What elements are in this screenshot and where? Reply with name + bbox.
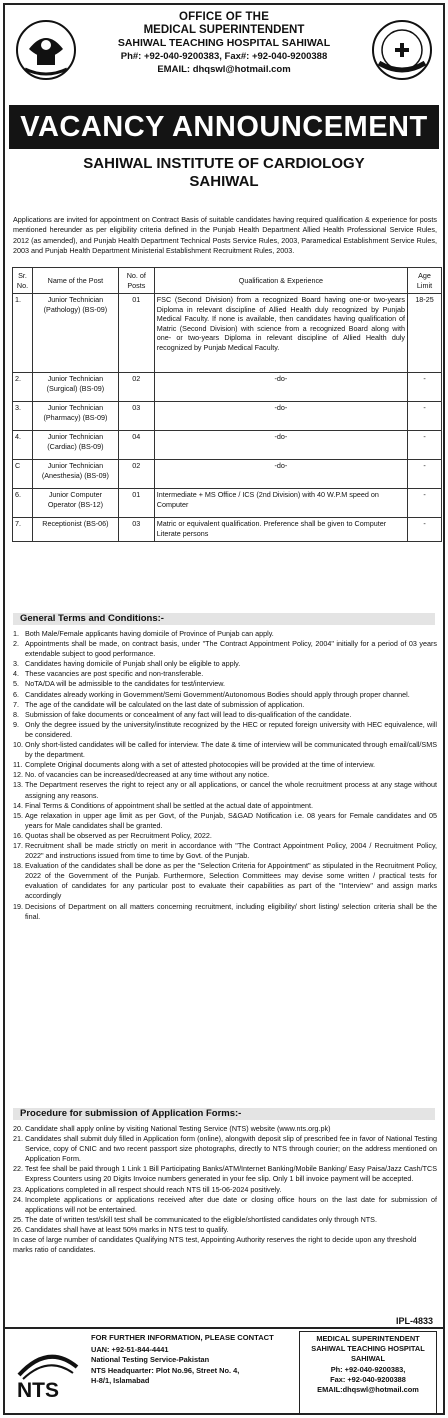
- ipl-number: IPL-4833: [395, 1316, 433, 1326]
- sr-cell: C: [13, 460, 33, 489]
- sr-cell: 4.: [13, 431, 33, 460]
- col-header: Name of the Post: [32, 268, 118, 294]
- col-header: Qualification & Experience: [154, 268, 407, 294]
- qualification-cell: -do-: [154, 431, 407, 460]
- table-row: [13, 460, 442, 489]
- sr-cell: 1.: [13, 294, 33, 373]
- post-cell: Junior Technician (Anesthesia) (BS-09): [32, 460, 118, 489]
- age-cell: -: [408, 402, 442, 431]
- list-item: 10. Only short-listed candidates will be called for interview. The date & time of interview will be communicated through email/call/SMS by the department.: [13, 740, 437, 760]
- list-item: 26. Candidates shall have at least 50% marks in NTS test to qualify.: [13, 1224, 229, 1234]
- nts-logo-icon: [13, 1345, 83, 1405]
- institute-name: [5, 155, 443, 191]
- list-item: 20. Candidate shall apply online by visiting National Testing Service (NTS) website (www.nts.org.pk): [13, 1124, 331, 1133]
- nts-address-line-2: H-8/1, Islamabad: [91, 1376, 150, 1386]
- vacancy-banner: VACANCY ANNOUNCEMENT: [9, 105, 439, 149]
- table-row: [13, 518, 442, 542]
- office-title: MEDICAL SUPERINTENDENT: [143, 24, 305, 36]
- office-line: OFFICE OF THE: [178, 11, 270, 23]
- age-cell: -: [408, 431, 442, 460]
- intro-paragraph: Applications are invited for appointment on Contract Basis of suitable candidates having required qualification & experience for posts mentioned hereunder as per eligibility criteria defined in the Punjab Health Department Allied Health Professional Service Rules, 2012 (as amended), and Punjab Health Department Technical Posts Service Rules, 2003, Paramedical Establishment Service Rules, 2003 and Punjab Health Department Ministerial Establishment Recruitment Rules, 2003.: [13, 215, 437, 255]
- list-item: 3. Candidates having domicile of Punjab shall only be eligible to apply.: [13, 659, 241, 669]
- institute-line-1: SAHIWAL INSTITUTE OF CARDIOLOGY: [83, 155, 365, 172]
- list-item: 19. Decisions of Department on all matters concerning recruitment, including eligibility/ short listing/ selection criteria shall be the final.: [13, 901, 437, 921]
- ms-hospital: SAHIWAL TEACHING HOSPITAL: [311, 1344, 425, 1354]
- list-item: 15. Age relaxation in upper age limit as per Govt, of the Punjab, S&GAD Notification i.e. 08 years for Female candidates and 05 years for Male candidates shall be granted.: [13, 810, 437, 830]
- table-row: [13, 402, 442, 431]
- contact-title: FOR FURTHER INFORMATION, PLEASE CONTACT: [91, 1333, 274, 1342]
- list-item: 9. Only the degree issued by the university/institute recognized by the HEC or reputed foreign university with HEC equivalence, will be considered.: [13, 719, 437, 739]
- ms-city: SAHIWAL: [350, 1354, 386, 1364]
- list-item: 22. Test fee shall be paid through 1 Link 1 Bill Participating Banks/ATM/Internet Banking/Mobile Banking/ Easy Paisa/Jazz Cash/TCS Express Counters using 20 Digits Invoice numbers generated in your fee slip. Only 1 bill invoice payment will be accepted.: [13, 1164, 437, 1184]
- table-row: [13, 373, 442, 402]
- age-cell: -: [408, 518, 442, 542]
- list-item: 13. The Department reserves the right to reject any or all applications, or cancel the whole recruitment process at any stage without assigning any reasons.: [13, 780, 437, 800]
- list-item: 16. Quotas shall be observed as per Recruitment Policy, 2022.: [13, 830, 212, 840]
- list-item: 21. Candidates shall submit duly filled in Application form (online), alongwith deposit slip of prescribed fee in favor of National Testing Service, copy of CNIC and two recent passport size photographs, directly to NTS through courier; on the address mentioned on Application Form.: [13, 1134, 437, 1164]
- posts-cell: 03: [118, 518, 154, 542]
- post-cell: Receptionist (BS-06): [32, 518, 118, 542]
- list-item: 17. Recruitment shall be made strictly on merit in accordance with "The Contract Appointment Policy, 2004 / Recruitment Policy, 2022" and instructions issued from time to time by Govt. of the Punjab.: [13, 840, 437, 861]
- nts-logo-text: NTS: [17, 1379, 59, 1402]
- posts-cell: 03: [118, 402, 154, 431]
- post-cell: Junior Technician (Cardiac) (BS-09): [32, 431, 118, 460]
- list-item: 14. Final Terms & Conditions of appointment shall be settled at the actual date of appointment.: [13, 800, 313, 810]
- post-cell: Junior Technician (Pharmacy) (BS-09): [32, 402, 118, 431]
- nts-org-name: National Testing Service-Pakistan: [91, 1355, 210, 1365]
- uan-number: UAN: +92-51-844-4441: [91, 1344, 169, 1354]
- qualification-cell: -do-: [154, 460, 407, 489]
- advertisement-page: [3, 3, 445, 1415]
- qualification-cell: -do-: [154, 373, 407, 402]
- list-item: 24. Incomplete applications or applications received after due date or closing office hours on the last date for submission of applications will not be entertained.: [13, 1194, 437, 1214]
- age-cell: 18-25: [408, 294, 442, 373]
- age-cell: -: [408, 460, 442, 489]
- list-item: 12. No. of vacancies can be increased/decreased at any time without any notice.: [13, 770, 270, 780]
- list-item: 23. Applications completed in all respect should reach NTS till 15-06-2024 positively.: [13, 1184, 282, 1194]
- qualification-cell: -do-: [154, 402, 407, 431]
- ms-fax: Fax: +92-040-9200388: [330, 1374, 406, 1384]
- punjab-government-logo-icon: [15, 19, 77, 81]
- table-row: [13, 489, 442, 518]
- col-header: No. of Posts: [118, 268, 154, 294]
- list-item: 8. Submission of fake documents or concealment of any fact will lead to dis-qualification of the candidate.: [13, 709, 352, 719]
- posts-cell: 04: [118, 431, 154, 460]
- list-item: 7. The age of the candidate will be calculated on the last date of submission of application.: [13, 699, 305, 709]
- post-cell: Junior Technician (Surgical) (BS-09): [32, 373, 118, 402]
- qualification-cell: Intermediate + MS Office / ICS (2nd Division) with 40 W.P.M speed on Computer: [154, 489, 407, 518]
- hospital-seal-icon: [371, 19, 433, 81]
- sr-cell: 7.: [13, 518, 33, 542]
- table-row: [13, 294, 442, 373]
- list-item: 5. NoTA/DA will be admissible to the candidates for test/interview.: [13, 679, 226, 689]
- procedure-note: In case of large number of candidates Qualifying NTS test, Appointing Authority reserves the right to decide upon any threshold marks ratio of candidates.: [13, 1235, 417, 1255]
- hospital-name: SAHIWAL TEACHING HOSPITAL SAHIWAL: [117, 37, 331, 49]
- table-row: [13, 431, 442, 460]
- list-item: 11. Complete Original documents along with a set of attested photocopies will be provided at the time of interview.: [13, 760, 375, 770]
- table-header-row: [13, 268, 442, 294]
- post-cell: Junior Technician (Pathology) (BS-09): [32, 294, 118, 373]
- list-item: 2. Appointments shall be made, on contract basis, under "The Contract Appointment Policy, 2004" initially for a period of 03 years extendable subject to good performance.: [13, 639, 437, 659]
- nts-contact: [91, 1333, 301, 1387]
- procedure-list: [13, 1124, 437, 1255]
- age-cell: -: [408, 373, 442, 402]
- nts-address-line-1: NTS Headquarter: Plot No.96, Street No. 4,: [91, 1365, 240, 1375]
- list-item: 18. Evaluation of the candidates shall be done as per the "Selection Criteria for Appointment" as stipulated in the Recruitment Policy, 2022 of the Government of the Punjab. Furthermore, Selection Committees may devise some written / practical tests for evaluation of candidates for any particular post to evaluate their capabilities as part of the "Interview" and assign marks accordingly: [13, 861, 437, 901]
- sr-cell: 2.: [13, 373, 33, 402]
- ms-contact-box: [299, 1331, 437, 1415]
- procedure-heading: Procedure for submission of Application Forms:-: [13, 1108, 435, 1120]
- ms-title: MEDICAL SUPERINTENDENT: [316, 1334, 420, 1343]
- phone-fax: Ph#: +92-040-9200383, Fax#: +92-040-9200388: [120, 51, 328, 62]
- list-item: 1. Both Male/Female applicants having domicile of Province of Punjab can apply.: [13, 629, 274, 638]
- posts-cell: 01: [118, 489, 154, 518]
- age-cell: -: [408, 489, 442, 518]
- post-cell: Junior Computer Operator (BS-12): [32, 489, 118, 518]
- col-header: Sr. No.: [13, 268, 33, 294]
- ms-email: EMAIL:dhqswl@hotmail.com: [317, 1385, 419, 1395]
- qualification-cell: Matric or equivalent qualification. Preference shall be given to Computer Literate persons: [154, 518, 407, 542]
- sr-cell: 3.: [13, 402, 33, 431]
- col-header: Age Limit: [408, 268, 442, 294]
- list-item: 25. The date of written test/skill test shall be communicated to the eligible/shortlisted candidates only through NTS.: [13, 1214, 377, 1224]
- posts-cell: 02: [118, 373, 154, 402]
- footer: [5, 1327, 443, 1417]
- email: EMAIL: dhqswl@hotmail.com: [157, 64, 291, 75]
- list-item: 6. Candidates already working in Government/Semi Government/Autonomous Bodies should apply through proper channel.: [13, 689, 410, 699]
- sr-cell: 6.: [13, 489, 33, 518]
- terms-list: [13, 629, 437, 922]
- list-item: 4. These vacancies are post specific and non-transferable.: [13, 669, 204, 679]
- vacancy-table: [12, 267, 442, 542]
- ms-phone: Ph: +92-040-9200383,: [330, 1364, 406, 1374]
- posts-cell: 02: [118, 460, 154, 489]
- qualification-cell: FSC (Second Division) from a recognized Board having one-or two-years Diploma in relevant discipline of Allied Health duly recognized by Punjab Medical Faculty. If none is available, then candidates having qualification of Matric (Second Division) with science from a recognized Board along with one- or two-years Diploma in relevant discipline of Allied Health duly recognized by Punjab Medical Faculty.: [154, 294, 407, 373]
- institute-line-2: SAHIWAL: [189, 173, 259, 190]
- posts-cell: 01: [118, 294, 154, 373]
- terms-heading: General Terms and Conditions:-: [13, 613, 435, 625]
- header: [5, 5, 443, 101]
